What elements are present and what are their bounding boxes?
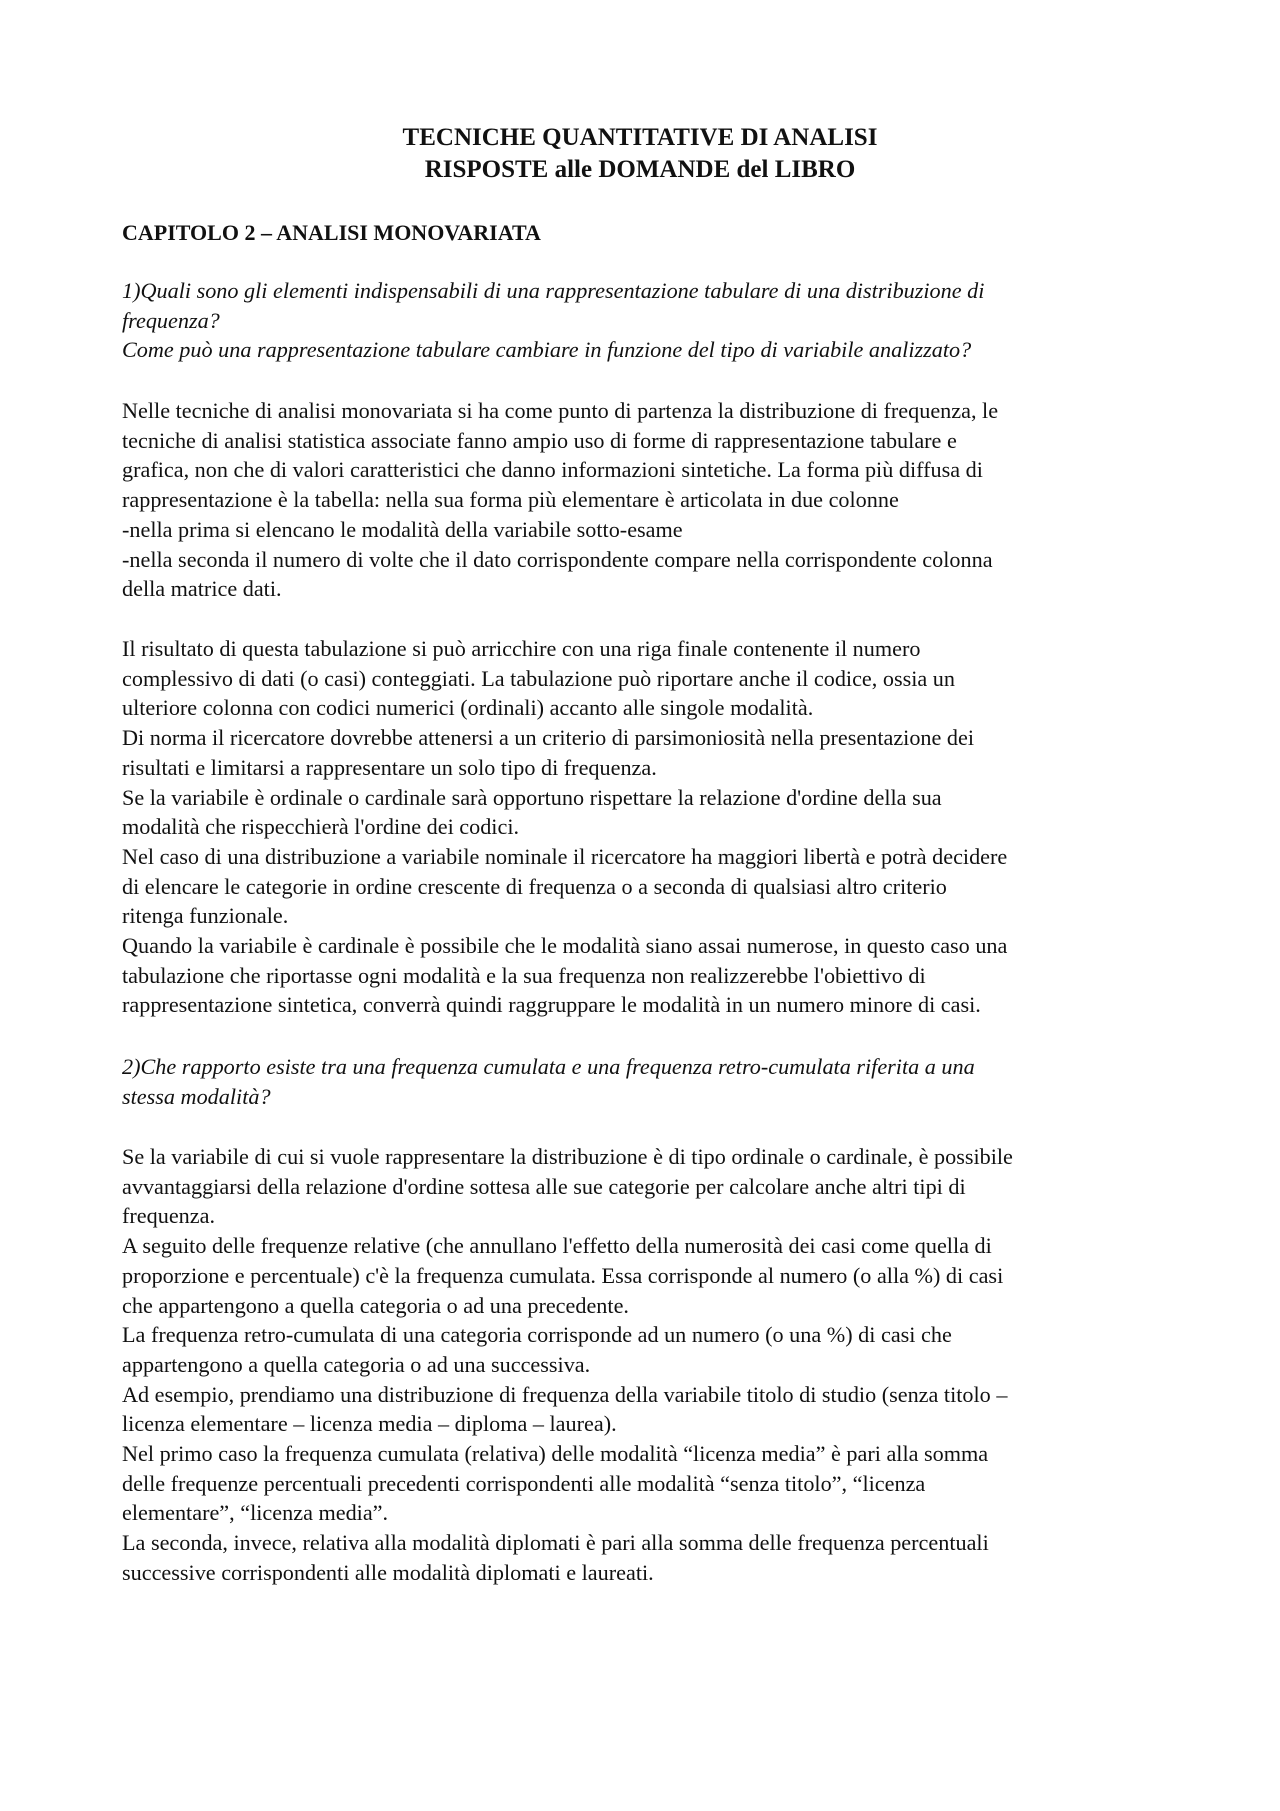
text-line: modalità che rispecchierà l'ordine dei codici. bbox=[122, 814, 520, 840]
text-line: appartengono a quella categoria o ad una successiva. bbox=[122, 1351, 591, 1377]
text-line: rappresentazione è la tabella: nella sua forma più elementare è articolata in due colonne bbox=[122, 487, 899, 513]
text-line: che appartengono a quella categoria o ad una precedente. bbox=[122, 1292, 629, 1318]
answer-1-paragraph-1 bbox=[122, 396, 1162, 604]
text-line: avvantaggiarsi della relazione d'ordine sottesa alle sue categorie per calcolare anche altri tipi di bbox=[122, 1173, 966, 1199]
question-2 bbox=[122, 1052, 1162, 1111]
text-line: successive corrispondenti alle modalità diplomati e laureati. bbox=[122, 1559, 654, 1585]
text-line: Nel caso di una distribuzione a variabile nominale il ricercatore ha maggiori libertà e potrà decidere bbox=[122, 843, 1008, 869]
text-line: Il risultato di questa tabulazione si può arricchire con una riga finale contenente il numero bbox=[122, 636, 921, 661]
text-line: Quando la variabile è cardinale è possibile che le modalità siano assai numerose, in questo caso una bbox=[122, 933, 1008, 959]
text-line: frequenza. bbox=[122, 1203, 215, 1229]
document-subtitle: RISPOSTE alle DOMANDE del LIBRO bbox=[424, 156, 856, 183]
title-block bbox=[0, 122, 1280, 186]
text-line: elementare”, “licenza media”. bbox=[122, 1500, 389, 1526]
text-line: Se la variabile è ordinale o cardinale sarà opportuno rispettare la relazione d'ordine della sua bbox=[122, 784, 942, 810]
text-line: complessivo di dati (o casi) conteggiati. La tabulazione può riportare anche il codice, ossia un bbox=[122, 665, 955, 691]
question-line: 1)Quali sono gli elementi indispensabili di una rappresentazione tabulare di una distribuzione di bbox=[122, 278, 985, 303]
text-line: grafica, non che di valori caratteristici che danno informazioni sintetiche. La forma più diffusa di bbox=[122, 457, 983, 483]
text-line: -nella seconda il numero di volte che il dato corrispondente compare nella corrispondente colonna bbox=[122, 546, 993, 572]
text-line: -nella prima si elencano le modalità della variabile sotto-esame bbox=[122, 516, 683, 542]
text-line: ritenga funzionale. bbox=[122, 903, 289, 929]
text-line: La frequenza retro-cumulata di una categoria corrisponde ad un numero (o una %) di casi che bbox=[122, 1322, 952, 1348]
text-line: tabulazione che riportasse ogni modalità e la sua frequenza non realizzerebbe l'obiettivo di bbox=[122, 962, 926, 988]
text-line: A seguito delle frequenze relative (che annullano l'effetto della numerosità dei casi come quella di bbox=[122, 1233, 992, 1259]
text-line: di elencare le categorie in ordine crescente di frequenza o a seconda di qualsiasi altro criterio bbox=[122, 873, 947, 899]
text-line: Ad esempio, prendiamo una distribuzione di frequenza della variabile titolo di studio (senza titolo – bbox=[122, 1381, 1008, 1407]
text-line: Di norma il ricercatore dovrebbe attenersi a un criterio di parsimoniosità nella presentazione dei bbox=[122, 725, 975, 751]
answer-1-paragraph-2 bbox=[122, 634, 1162, 1020]
text-line: rappresentazione sintetica, converrà quindi raggruppare le modalità in un numero minore di casi. bbox=[122, 992, 981, 1018]
question-line: stessa modalità? bbox=[122, 1083, 271, 1109]
text-line: Nel primo caso la frequenza cumulata (relativa) delle modalità “licenza media” è pari alla somma bbox=[122, 1441, 989, 1467]
document-title: TECNICHE QUANTITATIVE DI ANALISI bbox=[402, 124, 878, 151]
question-line: frequenza? bbox=[122, 307, 220, 333]
question-1 bbox=[122, 276, 1162, 365]
text-line: ulteriore colonna con codici numerici (ordinali) accanto alle singole modalità. bbox=[122, 695, 814, 721]
text-line: delle frequenze percentuali precedenti corrispondenti alle modalità “senza titolo”, “licenza bbox=[122, 1470, 926, 1496]
question-line: 2)Che rapporto esiste tra una frequenza cumulata e una frequenza retro-cumulata riferita a una bbox=[122, 1054, 975, 1079]
text-line: La seconda, invece, relativa alla modalità diplomati è pari alla somma delle frequenza percentuali bbox=[122, 1530, 989, 1556]
text-line: licenza elementare – licenza media – diploma – laurea). bbox=[122, 1411, 617, 1437]
text-line: tecniche di analisi statistica associate fanno ampio uso di forme di rappresentazione tabulare e bbox=[122, 427, 957, 453]
text-line: Se la variabile di cui si vuole rappresentare la distribuzione è di tipo ordinale o cardinale, è possibile bbox=[122, 1144, 1013, 1169]
answer-2 bbox=[122, 1142, 1162, 1588]
text-line: Nelle tecniche di analisi monovariata si ha come punto di partenza la distribuzione di frequenza, le bbox=[122, 398, 999, 423]
question-line: Come può una rappresentazione tabulare cambiare in funzione del tipo di variabile analizzato? bbox=[122, 337, 972, 363]
text-line: proporzione e percentuale) c'è la frequenza cumulata. Essa corrisponde al numero (o alla %) di casi bbox=[122, 1262, 1004, 1288]
chapter-heading: CAPITOLO 2 – ANALISI MONOVARIATA bbox=[122, 220, 541, 245]
text-line: della matrice dati. bbox=[122, 576, 282, 602]
text-line: risultati e limitarsi a rappresentare un solo tipo di frequenza. bbox=[122, 754, 657, 780]
